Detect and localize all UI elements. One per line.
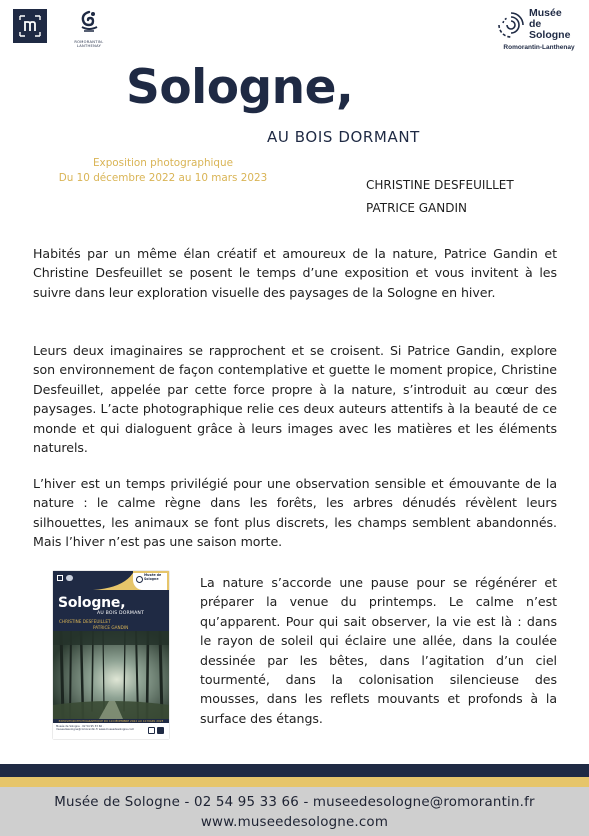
author-name: CHRISTINE DESFEUILLET <box>366 178 514 192</box>
page-subtitle: AU BOIS DORMANT <box>267 128 420 146</box>
poster-exhibition-strip: EXPOSITION PHOTOGRAPHIQUE DU 10 DÉCEMBRE 2022 AU 10 MARS 2023 <box>53 719 169 723</box>
poster-author: CHRISTINE DESFEUILLET <box>59 619 111 624</box>
poster-museum-name: Musée de Sologne <box>144 573 162 581</box>
salamander-icon <box>76 9 102 35</box>
museum-location: Romorantin-Lanthenay <box>503 44 575 51</box>
footer-band-gold <box>0 777 589 787</box>
museum-name-line2: de <box>529 18 542 30</box>
poster-m-logo <box>57 575 63 581</box>
exposition-dates: Du 10 décembre 2022 au 10 mars 2023 <box>58 172 268 184</box>
facebook-icon <box>157 727 164 734</box>
paragraph-winter: L’hiver est un temps privilégié pour une observation sensible et émouvante de la nature : le calme règne dans les forêts, les arbres dénudés révèlent leurs silhouettes, les animaux se font plus discrets, les champs semblent abandonnés. Mais l’hiver n’est pas une saison morte. <box>33 476 557 550</box>
musee-de-sologne-logo <box>494 7 584 53</box>
forest-photo <box>53 631 169 719</box>
paragraph-imaginaries: Leurs deux imaginaires se rapprochent et se croisent. Si Patrice Gandin, explore son environnement de façon contemplative et guette le moment propice, Christine Desfeuillet, appelée par cette force propre à la nature, s’introduit au cœur des paysages. L’acte photographique relie ces deux auteurs attentifs à la beauté de ce monde et qui dialoguent grâce à leurs images avec les matières et les éléments naturels. <box>33 343 557 456</box>
romorantin-logo <box>64 9 114 47</box>
museum-name-line3: Sologne <box>529 29 571 41</box>
museum-name <box>529 8 570 41</box>
poster-contact: Musée de Sologne · 02 54 95 33 66 · museedesologne@romorantin.fr www.museedesologne.com <box>56 725 135 732</box>
museum-name-line1: Musée <box>529 7 562 19</box>
romorantin-logo-text: ROMORANTIN-LANTHENAY <box>74 40 104 48</box>
poster-romorantin-logo <box>66 575 73 581</box>
instagram-icon <box>148 727 155 734</box>
poster-author: PATRICE GANDIN <box>93 625 129 630</box>
page-title: Sologne, <box>126 60 354 115</box>
footer-contact: Musée de Sologne - 02 54 95 33 66 - museedesologne@romorantin.fr <box>54 795 535 810</box>
fingerprint-icon <box>495 9 527 41</box>
footer-website: www.museedesologne.com <box>200 815 389 830</box>
paragraph-nature: La nature s’accorde une pause pour se régénérer et préparer la venue du printemps. Le calme n’est qu’apparent. Pour qui sait observer, la vie est là : dans le rayon de soleil qui éclaire une allée, dans la coulée dessinée par les bêtes, dans l’agitation d’un ciel tourmenté, dans la colonisation silencieuse des mousses, dans les reflets mouvants et profonds à la surface des étangs. <box>200 575 557 726</box>
poster-title: Sologne, <box>58 595 126 611</box>
paragraph-intro: Habités par un même élan créatif et amoureux de la nature, Patrice Gandin et Christine Desfeuillet se posent le temps d’une exposition et vous invitent à les suivre dans leur exploration visuelle des paysages de la Sologne en hiver. <box>33 246 557 300</box>
exposition-info <box>28 156 298 186</box>
poster-footer <box>53 723 169 739</box>
poster-subtitle: AU BOIS DORMANT <box>97 611 145 616</box>
exposition-type: Exposition photographique <box>92 157 234 169</box>
footer-band-navy <box>0 764 589 777</box>
m-logo <box>13 9 47 43</box>
author-name: PATRICE GANDIN <box>366 201 467 215</box>
poster-fingerprint-icon <box>136 576 143 583</box>
exhibition-poster <box>53 571 169 739</box>
poster-museum-card <box>133 573 167 590</box>
